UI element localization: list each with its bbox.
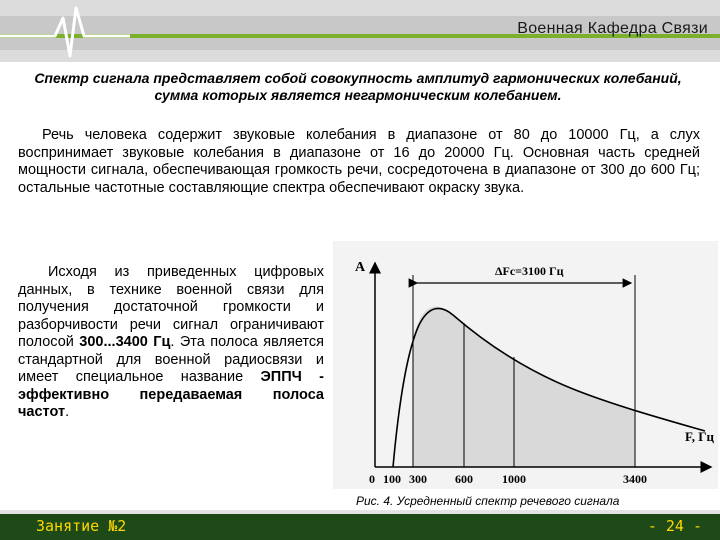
- bandwidth-text-3: .: [65, 404, 70, 420]
- y-axis-label: A: [355, 260, 366, 275]
- bandwidth-text-1: Исходя из приведенных цифровых данных, в технике военной связи для получения достаточной громкости и разборчивости речи сигнал ограничивают полосой: [18, 264, 324, 350]
- x-axis-label: F, Гц: [685, 429, 715, 444]
- intro-text: Спектр сигнала представляет собой совокупность амплитуд гармонических колебаний, сумма которых является негармоническим колебанием.: [34, 70, 682, 103]
- x-tick-label: 600: [455, 472, 473, 486]
- x-tick-label: 3400: [623, 472, 647, 486]
- x-tick-label: 0: [369, 472, 375, 486]
- figure-caption: Рис. 4. Усредненный спектр речевого сигнала: [356, 494, 620, 508]
- speech-spectrum-chart: [333, 241, 718, 489]
- speech-range-paragraph: [18, 127, 700, 197]
- page-number: - 24 -: [647, 517, 702, 535]
- lesson-label: Занятие №2: [36, 517, 127, 535]
- spectrum-band-area: [413, 307, 635, 467]
- x-tick-label: 300: [409, 472, 427, 486]
- bandwidth-paragraph: [18, 264, 324, 422]
- bandwidth-value: 300...3400 Гц: [79, 334, 171, 350]
- epph-definition: ЭППЧ - эффективно передаваемая полоса частот: [18, 369, 324, 420]
- header-title: Военная Кафедра Связи: [517, 20, 708, 37]
- x-tick-label: 1000: [502, 472, 526, 486]
- band-label: ΔFc=3100 Гц: [495, 264, 564, 278]
- pulse-wave-icon: [0, 0, 130, 62]
- speech-range-text: Речь человека содержит звуковые колебания в диапазоне от 80 до 10000 Гц, а слух воспринимает звуковые колебания в диапазоне от 16 до 20000 Гц. Основная часть средней мощности сигнала, обеспечивающая громкость речи, сосредоточена в диапазоне от 300 до 600 Гц; остальные частотные составляющие спектра обеспечивают окраску звука.: [18, 127, 700, 196]
- bandwidth-text-2: . Эта полоса является стандартной для военной радиосвязи и имеет специальное название: [18, 334, 324, 385]
- x-tick-label: 100: [383, 472, 401, 486]
